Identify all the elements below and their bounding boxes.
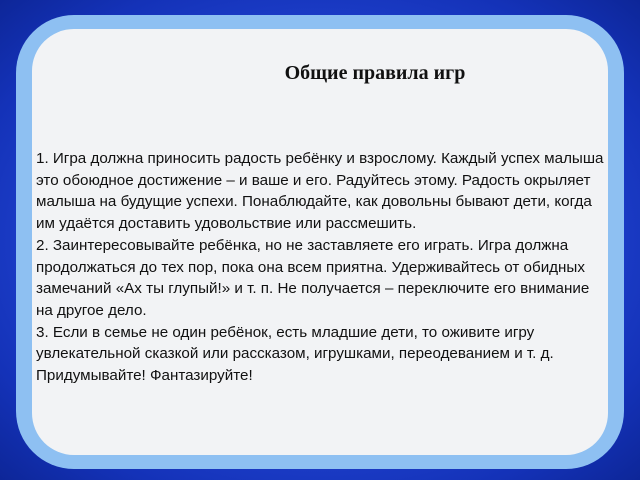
rule-1: 1. Игра должна приносить радость ребёнку и взрослому. Каждый успех малыша это обоюдное достижение – и ваше и его. Радуйтесь этому. Радость окрыляет малыша на будущие успехи. Понаблюдайте, как довольны бывают дети, когда им удаётся доставить удовольствие или рассмешить. (36, 150, 604, 233)
rule-3: 3. Если в семье не один ребёнок, есть младшие дети, то оживите игру увлекательной сказкой или рассказом, игрушками, переодеванием и т. д. Придумывайте! Фантазируйте! (36, 323, 554, 385)
slide-title: Общие правила игр (284, 62, 466, 84)
rule-2: 2. Заинтересовывайте ребёнка, но не заставляете его играть. Игра должна продолжаться до тех пор, пока она всем приятна. Удерживайтесь от обидных замечаний «Ах ты глупый!» и т. п. Не получается – переключите его внимание на другое дело. (36, 236, 590, 319)
rules-text (36, 148, 608, 387)
